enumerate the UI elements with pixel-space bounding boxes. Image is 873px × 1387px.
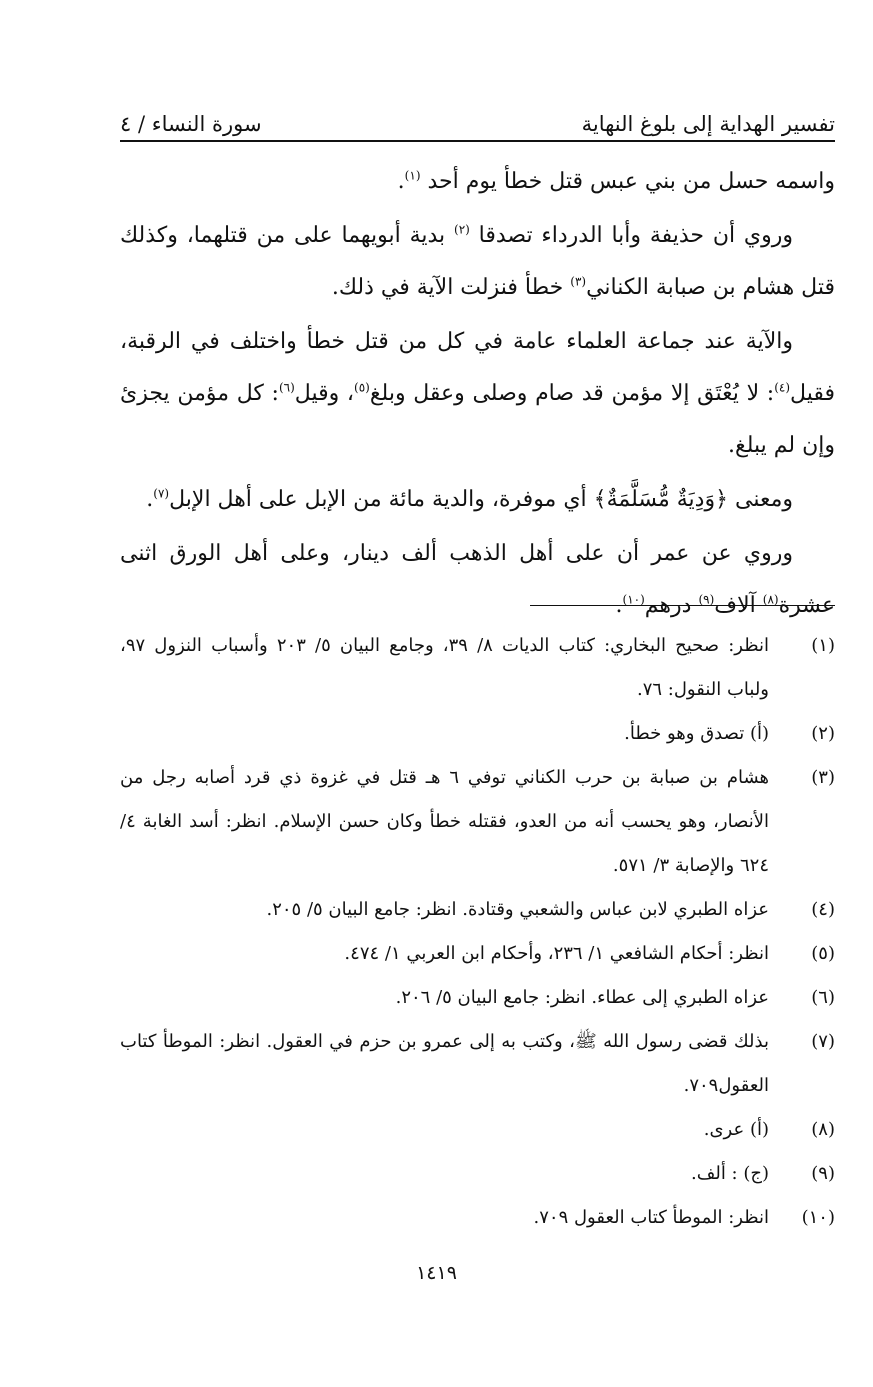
footnote-text: (ج) : ألف. <box>690 1163 769 1184</box>
footnote-item <box>120 624 835 712</box>
paragraph-1: واسمه حسل من بني عبس قتل خطأ يوم أحد $^{(١)}$. <box>397 168 835 194</box>
note-ref-8: (٨) <box>762 592 779 607</box>
note-ref-10: (١٠) <box>622 592 645 607</box>
footnote-number: (٦) <box>811 987 835 1008</box>
note-ref-7: (٧) <box>153 486 170 501</box>
footnote-text: عزاه الطبري لابن عباس والشعبي وقتادة. انظر: جامع البيان ٥/ ٢٠٥. <box>266 899 769 920</box>
footnote-item <box>120 1152 835 1196</box>
note-ref-4: (٤) <box>774 380 791 395</box>
main-text <box>120 156 835 634</box>
note-ref-9: (٩) <box>698 592 715 607</box>
footnote-number: (١) <box>811 635 835 656</box>
footnote-number: (٨) <box>811 1119 835 1140</box>
footnote-number: (٣) <box>811 767 835 788</box>
note-ref-3: (٣) <box>570 274 587 289</box>
footnote-item <box>120 888 835 932</box>
quran-quote: ﴿وَدِيَةٌ مُّسَلَّمَةٌ﴾ <box>593 487 728 512</box>
footnote-text: انظر: أحكام الشافعي ١/ ٢٣٦، وأحكام ابن العربي ١/ ٤٧٤. <box>344 943 769 964</box>
footnote-item <box>120 1196 835 1240</box>
footnote-divider <box>530 605 835 606</box>
note-ref-2: (٢) <box>454 222 470 237</box>
footnote-number: (٧) <box>811 1031 835 1052</box>
footnote-text: انظر: الموطأ كتاب العقول ٧٠٩. <box>533 1207 769 1228</box>
running-header <box>120 92 835 136</box>
footnote-item <box>120 932 835 976</box>
footnote-number: (٤) <box>811 899 835 920</box>
page-number: ١٤١٩ <box>416 1262 457 1284</box>
paragraph-5: وروي عن عمر أن على أهل الذهب ألف دينار، وعلى أهل الورق اثنى عشرة$^{(٨)}$ آلاف$^{(٩)}$ درهم$^{(١٠)}$. <box>120 541 835 618</box>
footnote-text: بذلك قضى رسول الله ﷺ، وكتب به إلى عمرو بن حزم في العقول. انظر: الموطأ كتاب العقول٧٠٩. <box>120 1031 769 1096</box>
footnote-item <box>120 976 835 1020</box>
footnote-text: (أ) تصدق وهو خطأ. <box>624 723 769 744</box>
footnote-text: هشام بن صبابة بن حرب الكناني توفي ٦ هـ قتل في غزوة ذي قرد أصابه رجل من الأنصار، وهو يحسب أنه من العدو، فقتله خطأ وكان حسن الإسلام. انظر: أسد الغابة ٤/ ٦٢٤ والإصابة ٣/ ٥٧١. <box>120 767 769 876</box>
footnote-item <box>120 1108 835 1152</box>
note-ref-5: (٥) <box>354 380 370 395</box>
note-ref-6: (٦) <box>278 380 295 395</box>
footnote-item <box>120 756 835 888</box>
footnote-text: (أ) عرى. <box>703 1119 769 1140</box>
paragraph-4: ومعنى ﴿وَدِيَةٌ مُّسَلَّمَةٌ﴾ أي موفرة، والدية مائة من الإبل على أهل الإبل$^{(٧)}$. <box>146 486 793 512</box>
note-ref-1: (١) <box>404 168 421 183</box>
paragraph-2: وروي أن حذيفة وأبا الدرداء تصدقا $^{(٢)}$ بدية أبويهما على من قتلهما، وكذلك قتل هشام بن صبابة الكناني$^{(٣)}$ خطأ فنزلت الآية في ذلك. <box>120 222 835 300</box>
book-title: تفسير الهداية إلى بلوغ النهاية <box>581 112 835 136</box>
footnote-number: (١٠) <box>801 1207 835 1228</box>
footnote-text: عزاه الطبري إلى عطاء. انظر: جامع البيان ٥/ ٢٠٦. <box>395 987 769 1008</box>
footnote-number: (٥) <box>811 943 835 964</box>
footnote-number: (٢) <box>811 723 835 744</box>
footnote-number: (٩) <box>811 1163 835 1184</box>
footnote-text: انظر: صحيح البخاري: كتاب الديات ٨/ ٣٩، وجامع البيان ٥/ ٢٠٣ وأسباب النزول ٩٧، ولباب النقول: ٧٦. <box>120 635 769 700</box>
header-divider <box>120 140 835 142</box>
surah-label: سورة النساء / ٤ <box>120 112 262 136</box>
footnote-item <box>120 1020 835 1108</box>
footnote-item <box>120 712 835 756</box>
footnotes <box>120 624 835 1240</box>
paragraph-3: والآية عند جماعة العلماء عامة في كل من قتل خطأ واختلف في الرقبة، فقيل$^{(٤)}$: لا يُعْتَق إلا مؤمن قد صام وصلى وعقل وبلغ$^{(٥)}$، وقيل$^{(٦)}$: كل مؤمن يجزئ وإن لم يبلغ. <box>120 329 835 458</box>
